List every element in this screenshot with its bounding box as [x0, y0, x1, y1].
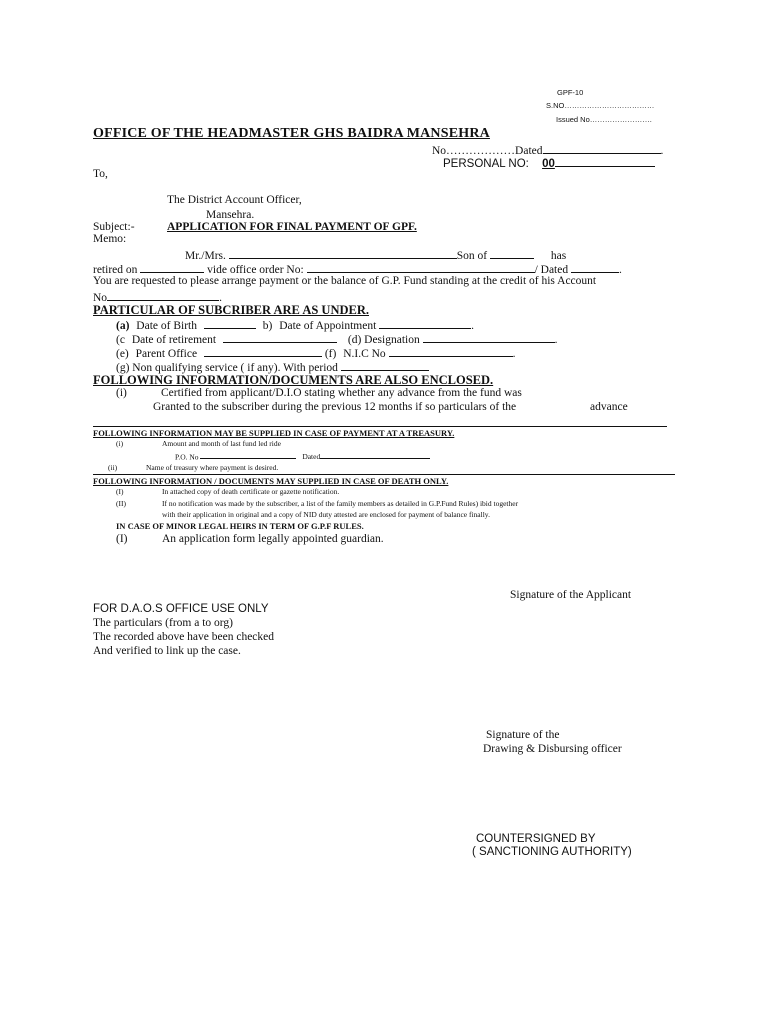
- treasury-item-2: Name of treasury where payment is desired.: [146, 463, 279, 472]
- designation-label: (d) Designation: [347, 333, 420, 346]
- personal-no-label: PERSONAL NO:: [443, 157, 529, 170]
- son-of-label: Son of: [456, 249, 488, 262]
- issued-no-field: Issued No…………………….: [556, 115, 652, 124]
- treasury-item-1: Amount and month of last fund led ride: [162, 439, 281, 448]
- treasury-item-2-marker: (ii): [108, 463, 118, 472]
- particulars-heading: PARTICULAR OF SUBCRIBER ARE AS UNDER.: [93, 303, 369, 317]
- ddo-signature-line-2: Drawing & Disbursing officer: [483, 743, 622, 755]
- particulars-row-1: (a) Date of Birth b) Date of Appointment .: [116, 319, 475, 332]
- documents-line-2-advance: advance: [590, 401, 628, 413]
- death-item-2-line-2: with their application in original and a copy of NID duty attested are enclosed for payment of balance finally.: [162, 510, 490, 519]
- particulars-row-2: (c Date of retirement (d) Designation .: [116, 333, 558, 346]
- sno-field: S.NO………………………………: [546, 101, 655, 110]
- minor-item-marker: (I): [116, 533, 128, 545]
- countersigned-label: COUNTERSIGNED BY: [476, 833, 596, 845]
- item-a-marker: (a): [116, 319, 130, 332]
- parent-office-label: Parent Office: [135, 347, 198, 360]
- documents-line-1: Certified from applicant/D.I.O stating whether any advance from the fund was: [161, 387, 522, 399]
- minor-item: An application form legally appointed guardian.: [162, 533, 384, 545]
- particulars-row-3: (e) Parent Office (f) N.I.C No .: [116, 347, 516, 360]
- mr-mrs-label: Mr./Mrs.: [185, 249, 226, 262]
- dated-label: / Dated: [534, 263, 569, 276]
- death-heading: FOLLOWING INFORMATION / DOCUMENTS MAY SUPPLIED IN CASE OF DEATH ONLY.: [93, 476, 449, 486]
- death-divider: [93, 474, 675, 475]
- to-label: To,: [93, 168, 108, 180]
- death-item-2-marker: (II): [116, 499, 126, 508]
- item-f-marker: (f): [324, 347, 337, 360]
- death-item-1: In attached copy of death certificate or gazette notification.: [162, 487, 340, 496]
- office-use-line-3: And verified to link up the case.: [93, 645, 241, 657]
- doa-label: Date of Appointment: [279, 319, 377, 332]
- po-no-label: P.O. No: [175, 452, 199, 462]
- form-code: GPF-10: [557, 88, 584, 97]
- account-no-label: No: [93, 291, 108, 304]
- address-line-1: The District Account Officer,: [167, 194, 302, 206]
- office-title: OFFICE OF THE HEADMASTER GHS BAIDRA MANSEHRA: [93, 126, 490, 141]
- memo-label: Memo:: [93, 233, 127, 245]
- no-dated-line: No………………Dated .: [432, 144, 664, 157]
- treasury-dated-label: Dated: [302, 452, 321, 462]
- no-dated-label: No………………Dated: [432, 144, 543, 157]
- treasury-item-1-marker: (i): [116, 439, 124, 448]
- ddo-signature-line-1: Signature of the: [486, 729, 560, 741]
- item-c-marker: (c: [116, 333, 125, 346]
- sanctioning-authority-label: ( SANCTIONING AUTHORITY): [472, 846, 632, 858]
- office-use-line-1: The particulars (from a to org): [93, 617, 233, 629]
- death-item-1-marker: (I): [116, 487, 124, 496]
- dob-label: Date of Birth: [136, 319, 197, 332]
- documents-item-marker: (i): [116, 387, 127, 399]
- vide-label: vide office order No:: [207, 263, 304, 276]
- documents-heading: FOLLOWING INFORMATION/DOCUMENTS ARE ALSO ENCLOSED.: [93, 373, 494, 387]
- address-line-2: Mansehra.: [206, 209, 255, 221]
- retired-line: retired on vide office order No: / Dated .: [93, 263, 622, 276]
- treasury-divider: [93, 426, 667, 427]
- mr-mrs-line: [185, 248, 566, 262]
- item-e-marker: (e): [116, 347, 129, 360]
- documents-line-2: Granted to the subscriber during the previous 12 months if so particulars of the: [153, 401, 517, 413]
- nic-label: N.I.C No: [343, 347, 386, 360]
- office-use-line-2: The recorded above have been checked: [93, 631, 275, 643]
- death-item-2-line-1: If no notification was made by the subscriber, a list of the family members as detailed in G.P.Fund Rules) ibid together: [162, 499, 519, 508]
- account-no-line: No .: [93, 291, 222, 304]
- treasury-heading: FOLLOWING INFORMATION MAY BE SUPPLIED IN CASE OF PAYMENT AT A TREASURY.: [93, 428, 455, 438]
- subject-label: Subject:-: [93, 221, 135, 233]
- personal-no-value: 00: [542, 157, 555, 170]
- personal-no-line: [443, 156, 655, 170]
- request-text: You are requested to please arrange payment or the balance of G.P. Fund standing at the credit of his Account: [93, 275, 597, 287]
- minor-heirs-heading: IN CASE OF MINOR LEGAL HEIRS IN TERM OF G.P.F RULES.: [116, 521, 364, 531]
- office-use-heading: FOR D.A.O.S OFFICE USE ONLY: [93, 603, 269, 615]
- dor-label: Date of retirement: [131, 333, 217, 346]
- item-b-marker: b): [262, 319, 273, 332]
- non-qualifying-label: (g) Non qualifying service ( if any). With period: [116, 361, 338, 374]
- retired-on-label: retired on: [93, 263, 138, 276]
- treasury-po-line: [175, 452, 430, 461]
- applicant-signature-label: Signature of the Applicant: [510, 589, 632, 601]
- has-label: has: [550, 249, 567, 262]
- subject-text: APPLICATION FOR FINAL PAYMENT OF GPF.: [167, 221, 417, 233]
